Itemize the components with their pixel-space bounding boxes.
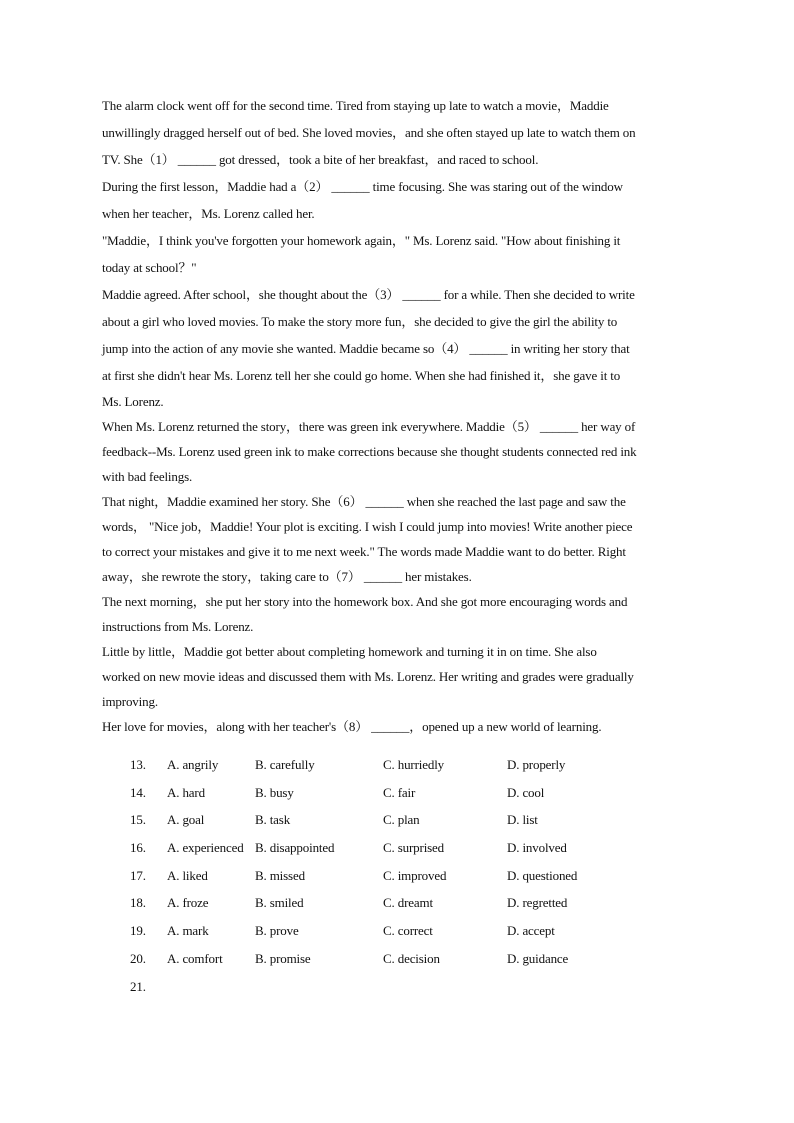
question-number: 16.: [130, 840, 146, 856]
option-a: A. liked: [167, 867, 208, 883]
option-c: C. improved: [383, 867, 447, 883]
passage-line: TV. She（1） ______ got dressed，took a bite of her breakfast，and raced to school.: [102, 152, 539, 167]
question-row: [130, 945, 690, 973]
option-b: B. busy: [255, 784, 294, 800]
question-row: [130, 834, 690, 862]
option-c: C. surprised: [383, 840, 445, 856]
option-c: C. dreamt: [383, 895, 433, 911]
passage-line: at first she didn't hear Ms. Lorenz tell her she could go home. When she had finished it，she gave it to: [102, 368, 621, 383]
passage-line: to correct your mistakes and give it to me next week." The words made Maddie want to do better. Right: [102, 544, 626, 559]
option-a: A. mark: [167, 923, 209, 939]
question-row: [130, 973, 690, 1001]
option-d: D. list: [507, 812, 538, 828]
passage-line: feedback--Ms. Lorenz used green ink to make corrections because she thought students connected red ink: [102, 444, 637, 459]
passage-line: with bad feelings.: [102, 469, 193, 484]
passage-line: words， "Nice job，Maddie! Your plot is exciting. I wish I could jump into movies! Write another piece: [102, 519, 633, 534]
option-c: C. correct: [383, 923, 433, 939]
passage-line: worked on new movie ideas and discussed them with Ms. Lorenz. Her writing and grades were gradually: [102, 669, 634, 684]
question-row: [130, 751, 690, 779]
option-d: D. properly: [507, 757, 566, 772]
question-number: 13.: [130, 757, 146, 772]
passage-line: Ms. Lorenz.: [102, 394, 164, 409]
question-row: [130, 862, 690, 890]
passage-line: instructions from Ms. Lorenz.: [102, 619, 254, 634]
passage-line: "Maddie，I think you've forgotten your homework again，" Ms. Lorenz said. "How about finishing it: [102, 233, 621, 248]
passage-line: Little by little，Maddie got better about completing homework and turning it in on time. She also: [102, 644, 597, 659]
option-c: C. fair: [383, 784, 416, 800]
option-b: B. smiled: [255, 895, 304, 911]
passage-line: improving.: [102, 694, 158, 709]
question-number: 14.: [130, 784, 146, 800]
passage-line: unwillingly dragged herself out of bed. She loved movies，and she often stayed up late to watch them on: [102, 125, 636, 140]
option-c: C. decision: [383, 950, 440, 966]
passage-line: away，she rewrote the story，taking care to（7） ______ her mistakes.: [102, 569, 472, 584]
passage-line: When Ms. Lorenz returned the story，there was green ink everywhere. Maddie（5） ______ her way of: [102, 419, 636, 434]
answer-options: [130, 751, 690, 1000]
question-number: 19.: [130, 923, 146, 939]
question-row: [130, 806, 690, 834]
option-d: D. accept: [507, 923, 555, 939]
passage-line: today at school？": [102, 260, 197, 275]
passage-line: That night，Maddie examined her story. She（6） ______ when she reached the last page and saw the: [102, 494, 626, 509]
question-number: 20.: [130, 950, 146, 966]
passage-line: about a girl who loved movies. To make the story more fun，she decided to give the girl the ability to: [102, 314, 618, 329]
option-d: D. questioned: [507, 867, 578, 883]
passage-line: when her teacher，Ms. Lorenz called her.: [102, 206, 315, 221]
option-d: D. involved: [507, 840, 567, 856]
option-b: B. prove: [255, 923, 299, 939]
reading-passage: [102, 92, 694, 739]
passage-line: Her love for movies，along with her teacher's（8） ______，opened up a new world of learning.: [102, 719, 602, 734]
option-b: B. task: [255, 812, 291, 828]
passage-line: jump into the action of any movie she wanted. Maddie became so（4） ______ in writing her story that: [102, 341, 630, 356]
option-a: A. comfort: [167, 950, 223, 966]
option-a: A. goal: [167, 812, 205, 828]
question-number: 18.: [130, 895, 146, 911]
option-b: B. promise: [255, 950, 311, 966]
question-number: 17.: [130, 867, 146, 883]
option-b: B. disappointed: [255, 840, 335, 856]
option-d: D. regretted: [507, 895, 568, 911]
question-number: 21.: [130, 978, 146, 994]
option-b: B. missed: [255, 867, 305, 883]
option-a: A. hard: [167, 784, 205, 800]
option-c: C. hurriedly: [383, 757, 445, 772]
passage-line: The next morning，she put her story into the homework box. And she got more encouraging words and: [102, 594, 628, 609]
option-a: A. angrily: [167, 757, 219, 772]
option-a: A. froze: [167, 895, 209, 911]
question-row: [130, 889, 690, 917]
question-row: [130, 917, 690, 945]
question-row: [130, 779, 690, 807]
passage-line: During the first lesson，Maddie had a（2） ______ time focusing. She was staring out of the window: [102, 179, 623, 194]
option-a: A. experienced: [167, 840, 244, 856]
passage-line: The alarm clock went off for the second time. Tired from staying up late to watch a movie，Maddie: [102, 98, 609, 113]
question-number: 15.: [130, 812, 146, 828]
option-b: B. carefully: [255, 757, 315, 772]
passage-line: Maddie agreed. After school，she thought about the（3） ______ for a while. Then she decided to write: [102, 287, 635, 302]
option-d: D. guidance: [507, 950, 569, 966]
option-c: C. plan: [383, 812, 420, 828]
option-d: D. cool: [507, 784, 545, 800]
